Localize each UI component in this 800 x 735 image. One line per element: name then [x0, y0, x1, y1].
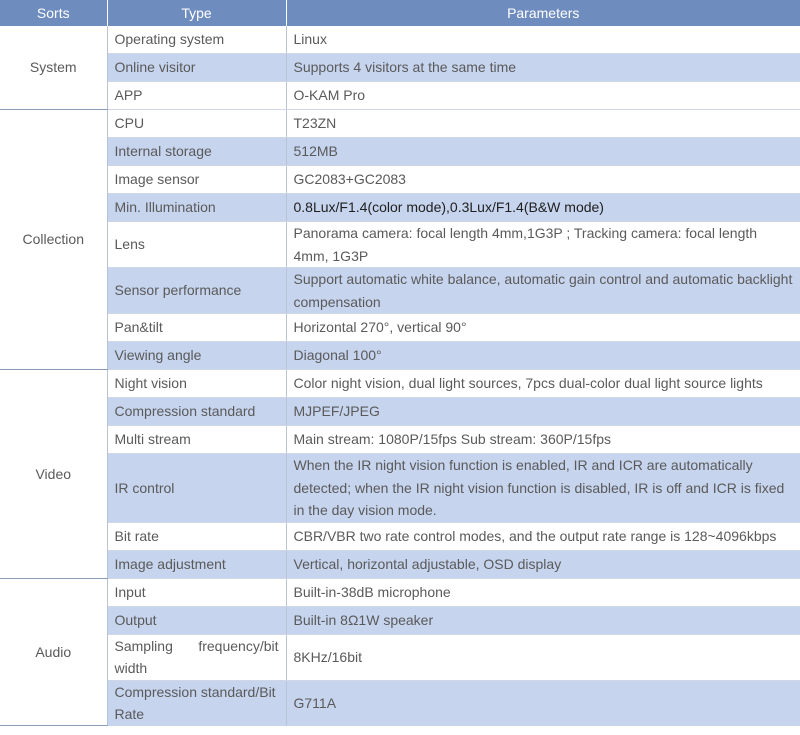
table-row — [0, 26, 800, 54]
table-row — [0, 454, 800, 523]
table-row — [0, 82, 800, 110]
row-type: Online visitor — [107, 54, 286, 82]
header-row — [0, 0, 800, 26]
row-type: Image sensor — [107, 166, 286, 194]
row-value: Built-in 8Ω1W speaker — [286, 606, 800, 634]
row-value: 0.8Lux/F1.4(color mode),0.3Lux/F1.4(B&W mode) — [286, 194, 800, 222]
row-value: GC2083+GC2083 — [286, 166, 800, 194]
row-type: Input — [107, 578, 286, 606]
row-value: Support automatic white balance, automatic gain control and automatic backlight compensation — [286, 268, 800, 314]
row-value: CBR/VBR two rate control modes, and the output rate range is 128~4096kbps — [286, 522, 800, 550]
row-value: Vertical, horizontal adjustable, OSD display — [286, 550, 800, 578]
table-row — [0, 194, 800, 222]
row-type: Bit rate — [107, 522, 286, 550]
row-value: O-KAM Pro — [286, 82, 800, 110]
row-type: Lens — [107, 222, 286, 268]
row-type: Night vision — [107, 370, 286, 398]
header-sorts: Sorts — [0, 0, 107, 26]
row-value: Panorama camera: focal length 4mm,1G3P ; Tracking camera: focal length 4mm, 1G3P — [286, 222, 800, 268]
row-type: Compression standard — [107, 398, 286, 426]
row-value: Supports 4 visitors at the same time — [286, 54, 800, 82]
table-row — [0, 680, 800, 726]
row-type: Internal storage — [107, 138, 286, 166]
table-row — [0, 398, 800, 426]
row-value: MJPEF/JPEG — [286, 398, 800, 426]
header-parameters: Parameters — [286, 0, 800, 26]
table-row — [0, 314, 800, 342]
row-type: Output — [107, 606, 286, 634]
row-type: Min. Illumination — [107, 194, 286, 222]
row-type: Sensor performance — [107, 268, 286, 314]
row-value: Built-in-38dB microphone — [286, 578, 800, 606]
row-type: APP — [107, 82, 286, 110]
row-value: Linux — [286, 26, 800, 54]
row-value: T23ZN — [286, 110, 800, 138]
row-value: 512MB — [286, 138, 800, 166]
row-type: Compression standard/Bit Rate — [107, 680, 286, 726]
row-type: Image adjustment — [107, 550, 286, 578]
row-type: Sampling frequency/bit width — [107, 634, 286, 680]
row-type: Pan&tilt — [107, 314, 286, 342]
group-label-audio: Audio — [0, 578, 107, 726]
row-type: IR control — [107, 454, 286, 523]
table-row — [0, 606, 800, 634]
table-row — [0, 166, 800, 194]
row-value: Horizontal 270°, vertical 90° — [286, 314, 800, 342]
header-type: Type — [107, 0, 286, 26]
group-label-collection: Collection — [0, 110, 107, 370]
table-row — [0, 54, 800, 82]
row-type: Multi stream — [107, 426, 286, 454]
row-value: Color night vision, dual light sources, 7pcs dual-color dual light source lights — [286, 370, 800, 398]
group-label-video: Video — [0, 370, 107, 579]
table-row — [0, 370, 800, 398]
row-type: Viewing angle — [107, 342, 286, 370]
table-row — [0, 578, 800, 606]
table-row — [0, 426, 800, 454]
table-row — [0, 138, 800, 166]
row-value: G711A — [286, 680, 800, 726]
table-row — [0, 634, 800, 680]
table-row — [0, 110, 800, 138]
table-row — [0, 522, 800, 550]
row-value: When the IR night vision function is enabled, IR and ICR are automatically detected; when the IR night vision function is disabled, IR is off and ICR is fixed in the day vision mode. — [286, 454, 800, 523]
row-value: Diagonal 100° — [286, 342, 800, 370]
row-type: CPU — [107, 110, 286, 138]
table-row — [0, 550, 800, 578]
table-row — [0, 268, 800, 314]
row-value: Main stream: 1080P/15fps Sub stream: 360P/15fps — [286, 426, 800, 454]
group-label-system: System — [0, 26, 107, 110]
table-row — [0, 342, 800, 370]
row-type: Operating system — [107, 26, 286, 54]
table-row — [0, 222, 800, 268]
row-value: 8KHz/16bit — [286, 634, 800, 680]
